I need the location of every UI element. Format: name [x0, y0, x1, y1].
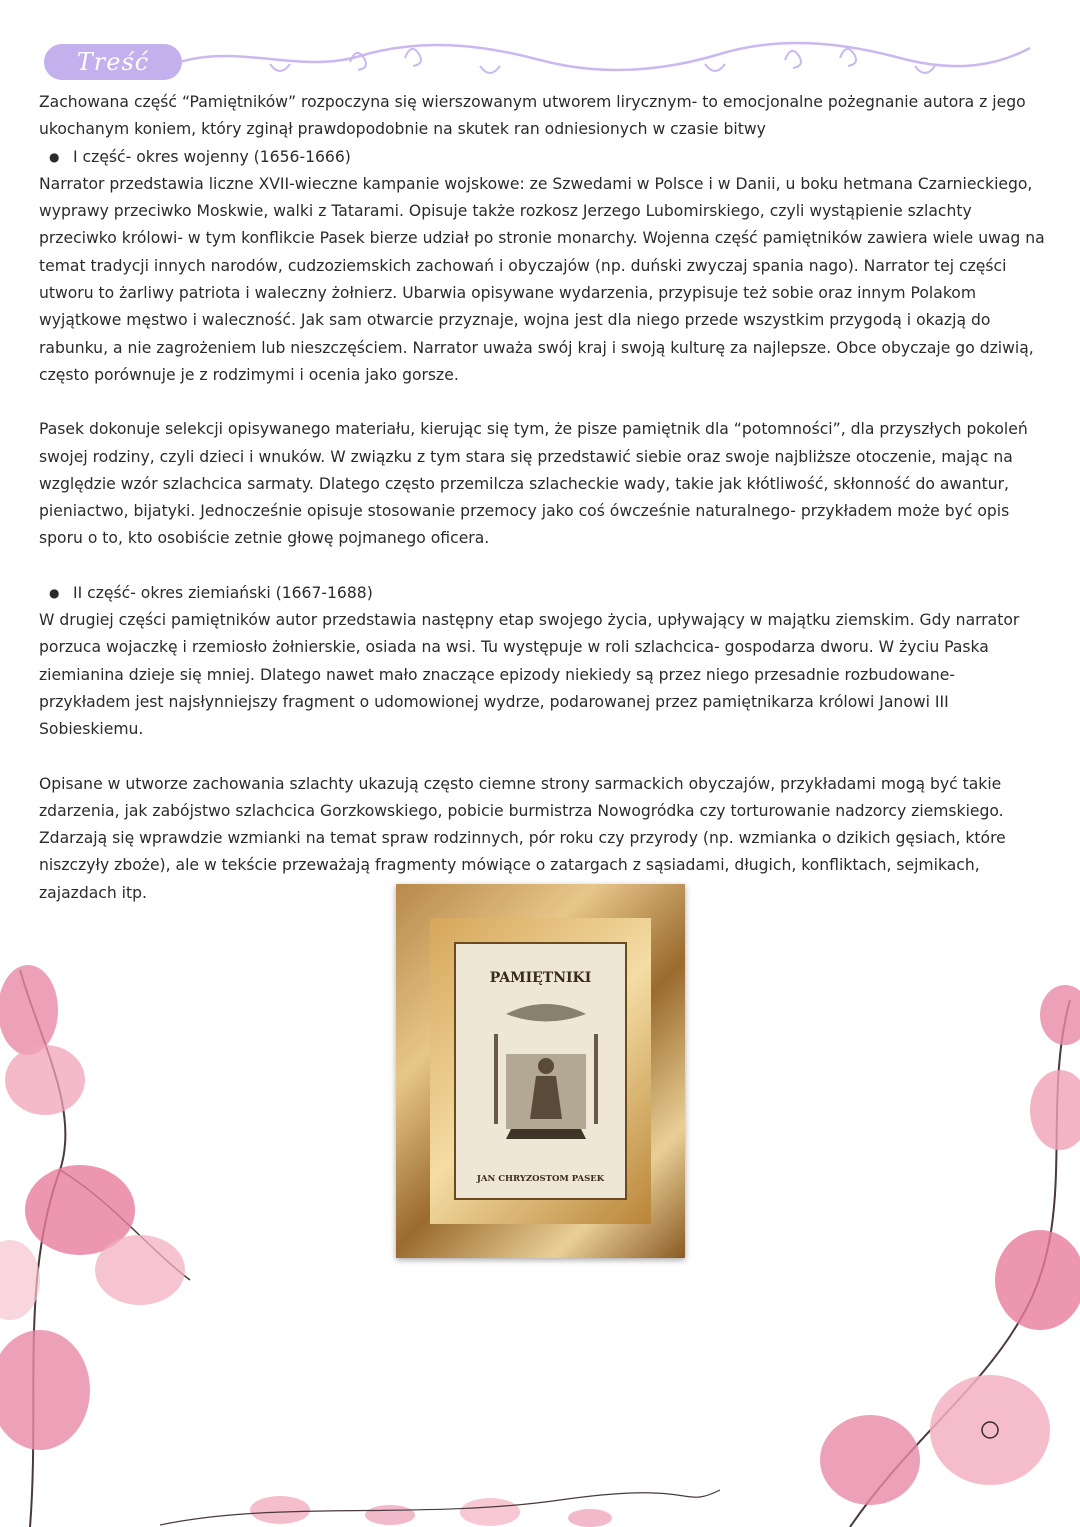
flower-decoration-right-icon — [790, 960, 1080, 1527]
bullet-icon: ● — [49, 585, 60, 600]
section-title-badge — [44, 44, 182, 80]
intro-paragraph: Zachowana część “Pamiętników” rozpoczyna się wierszowanym utworem lirycznym- to emocjonalne pożegnanie autora z jego ukochanym koniem, który zginął prawdopodobnie na skutek ran odniesionych w czasie bitwy — [39, 93, 1026, 139]
main-text — [39, 89, 1049, 907]
selection-paragraph: Pasek dokonuje selekcji opisywanego materiału, kierując się tym, że pisze pamiętnik dla “potomności”, dla przyszłych pokoleń swojej rodziny, czyli dzieci i wnuków. W związku z tym stara się przedstawić siebie oraz swoje najbliższe otoczenie, mając na względzie wzór szlachcica sarmaty. Dlatego często przemilcza szlacheckie wady, takie jak kłótliwość, skłonność do awantur, pieniactwo, bijatyki. Jednocześnie opisuje stosowanie przemocy jako coś ówcześnie naturalnego- przykładem może być opis sporu o to, kto osobiście zetnie głowę pojmanego oficera. — [39, 420, 1028, 548]
list-item-label: II część- okres ziemiański (1667-1688) — [73, 583, 373, 602]
landowner-period-paragraph: W drugiej części pamiętników autor przedstawia następny etap swojego życia, upływający w majątku ziemskim. Gdy narrator porzuca wojaczkę i rzemiosło żołnierskie, osiada na wsi. Tu występuje w roli szlachcica- gospodarza dworu. W życiu Paska ziemianina dzieje się mniej. Dlatego nawet mało znaczące epizody niekiedy są przez niego przesadnie rozbudowane- przykładem jest najsłynniejszy fragment o udomowionej wydrze, podarowanej przez pamiętnikarza królowi Janowi III Sobieskiemu. — [39, 611, 1020, 739]
flower-decoration-left-icon — [0, 950, 220, 1527]
decorative-swirl-line — [180, 34, 1040, 84]
bullet-icon: ● — [49, 149, 60, 164]
list-item-war-period — [39, 144, 1049, 171]
book-author: JAN CHRYZOSTOM PASEK — [476, 1174, 605, 1184]
book-cover-picture-frame — [396, 884, 685, 1258]
list-item-landowner-period — [39, 580, 1049, 607]
list-item-label: I część- okres wojenny (1656-1666) — [73, 147, 351, 166]
book-cover-image — [454, 942, 627, 1200]
flower-decoration-bottom-icon — [160, 1470, 720, 1527]
war-period-paragraph: Narrator przedstawia liczne XVII-wieczne kampanie wojskowe: ze Szwedami w Polsce i w Danii, u boku hetmana Czarnieckiego, wyprawy przeciwko Moskwie, walki z Tatarami. Opisuje także rozkosz Jerzego Lubomirskiego, czyli wystąpienie szlachty przeciwko królowi- w tym konflikcie Pasek bierze udział po stronie monarchy. Wojenna część pamiętników zawiera wiele uwag na temat tradycji innych narodów, cudzoziemskich zachowań i obyczajów (np. duński zwyczaj spania nago). Narrator tej części utworu to żarliwy patriota i waleczny żołnierz. Ubarwia opisywane wydarzenia, przypisuje też sobie oraz innym Polakom wyjątkowe męstwo i waleczność. Jak sam otwarcie przyznaje, wojna jest dla niego przede wszystkim przygodą i okazją do rabunku, a nie zagrożeniem lub nieszczęściem. Narrator uważa swój kraj i swoją kulturę za najlepsze. Obce obyczaje go dziwią, często porównuje je z rodzimymi i ocenia jako gorsze. — [39, 174, 1045, 384]
book-title: PAMIĘTNIKI — [489, 970, 592, 986]
section-title: Treść — [76, 48, 150, 76]
engraving-illustration — [486, 994, 606, 1154]
behaviour-paragraph: Opisane w utworze zachowania szlachty ukazują często ciemne strony sarmackich obyczajów, przykładami mogą być takie zdarzenia, jak zabójstwo szlachcica Gorzkowskiego, pobicie burmistrza Nowogródka czy torturowanie nadzorcy ziemskiego. Zdarzają się wprawdzie wzmianki na temat spraw rodzinnych, pór roku czy przyrody (np. wzmianka o dzikich gęsiach, które niszczyły zboże), ale w tekście przeważają fragmenty mówiące o zatargach z sąsiadami, długich, konfliktach, sejmikach, zajazdach itp. — [39, 774, 1006, 902]
